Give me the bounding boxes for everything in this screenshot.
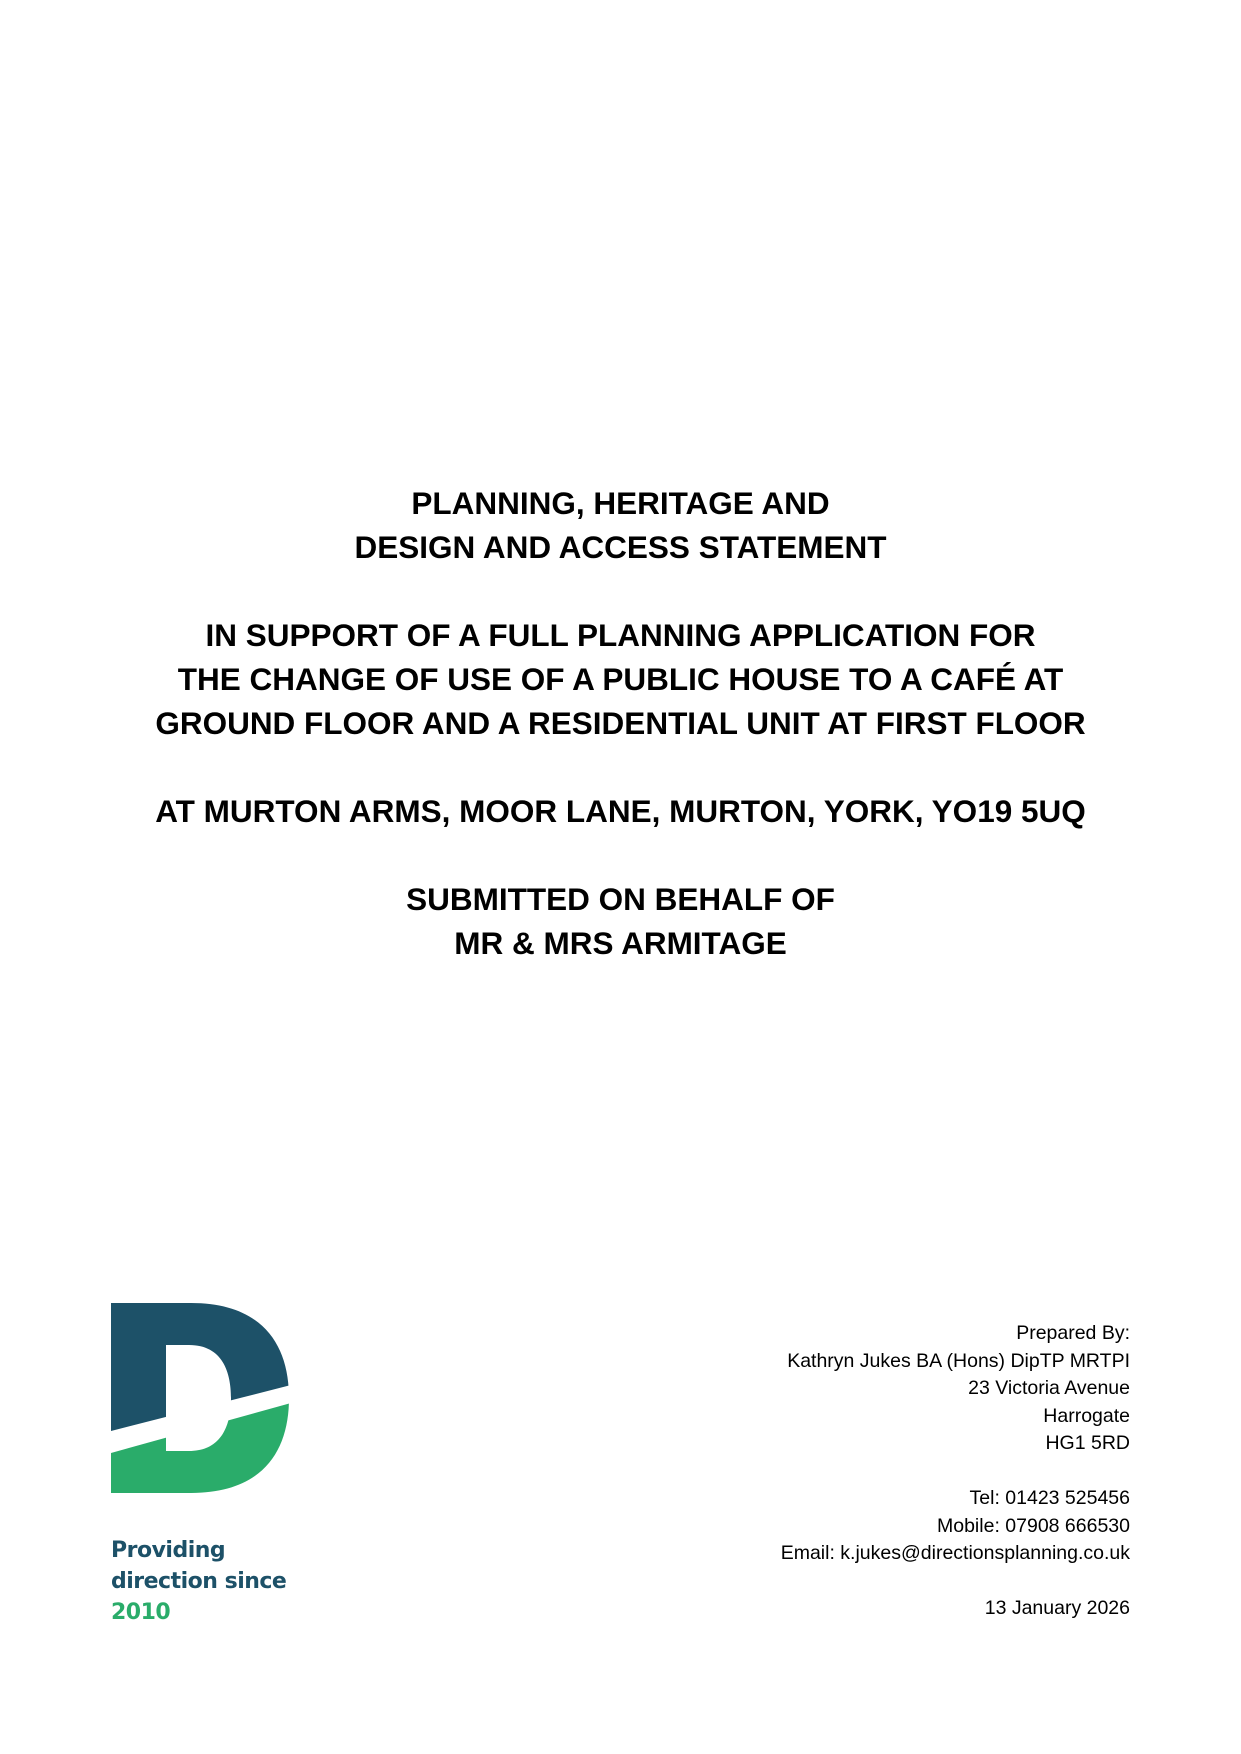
document-title-line-2: DESIGN AND ACCESS STATEMENT xyxy=(354,529,887,565)
title-block xyxy=(0,481,1241,965)
tagline-year: 2010 xyxy=(111,1600,171,1625)
email: Email: k.jukes@directionsplanning.co.uk xyxy=(780,1542,1130,1564)
address-postcode: HG1 5RD xyxy=(1045,1432,1130,1454)
telephone: Tel: 01423 525456 xyxy=(969,1487,1130,1509)
tagline-line-2: direction since xyxy=(111,1569,287,1594)
client-name: MR & MRS ARMITAGE xyxy=(454,925,787,961)
tagline-line-1: Providing xyxy=(111,1538,226,1563)
contact-details xyxy=(781,1320,1130,1623)
prepared-by-label: Prepared By: xyxy=(1016,1322,1130,1344)
document-date: 13 January 2026 xyxy=(984,1597,1130,1619)
logo-tagline xyxy=(111,1535,286,1628)
support-line-2: THE CHANGE OF USE OF A PUBLIC HOUSE TO A CAFÉ AT xyxy=(177,661,1064,697)
support-line-1: IN SUPPORT OF A FULL PLANNING APPLICATION FOR xyxy=(205,617,1036,653)
directions-d-logo-icon xyxy=(111,1303,291,1493)
address-street: 23 Victoria Avenue xyxy=(968,1377,1130,1399)
mobile: Mobile: 07908 666530 xyxy=(937,1514,1130,1537)
document-title-line-1: PLANNING, HERITAGE AND xyxy=(411,485,830,521)
author-name: Kathryn Jukes BA (Hons) DipTP MRTPI xyxy=(787,1349,1130,1372)
address-town: Harrogate xyxy=(1043,1404,1130,1427)
submitted-on-behalf: SUBMITTED ON BEHALF OF xyxy=(406,881,835,917)
support-line-3: GROUND FLOOR AND A RESIDENTIAL UNIT AT FIRST FLOOR xyxy=(155,705,1086,741)
site-address: AT MURTON ARMS, MOOR LANE, MURTON, YORK, YO19 5UQ xyxy=(155,793,1086,829)
